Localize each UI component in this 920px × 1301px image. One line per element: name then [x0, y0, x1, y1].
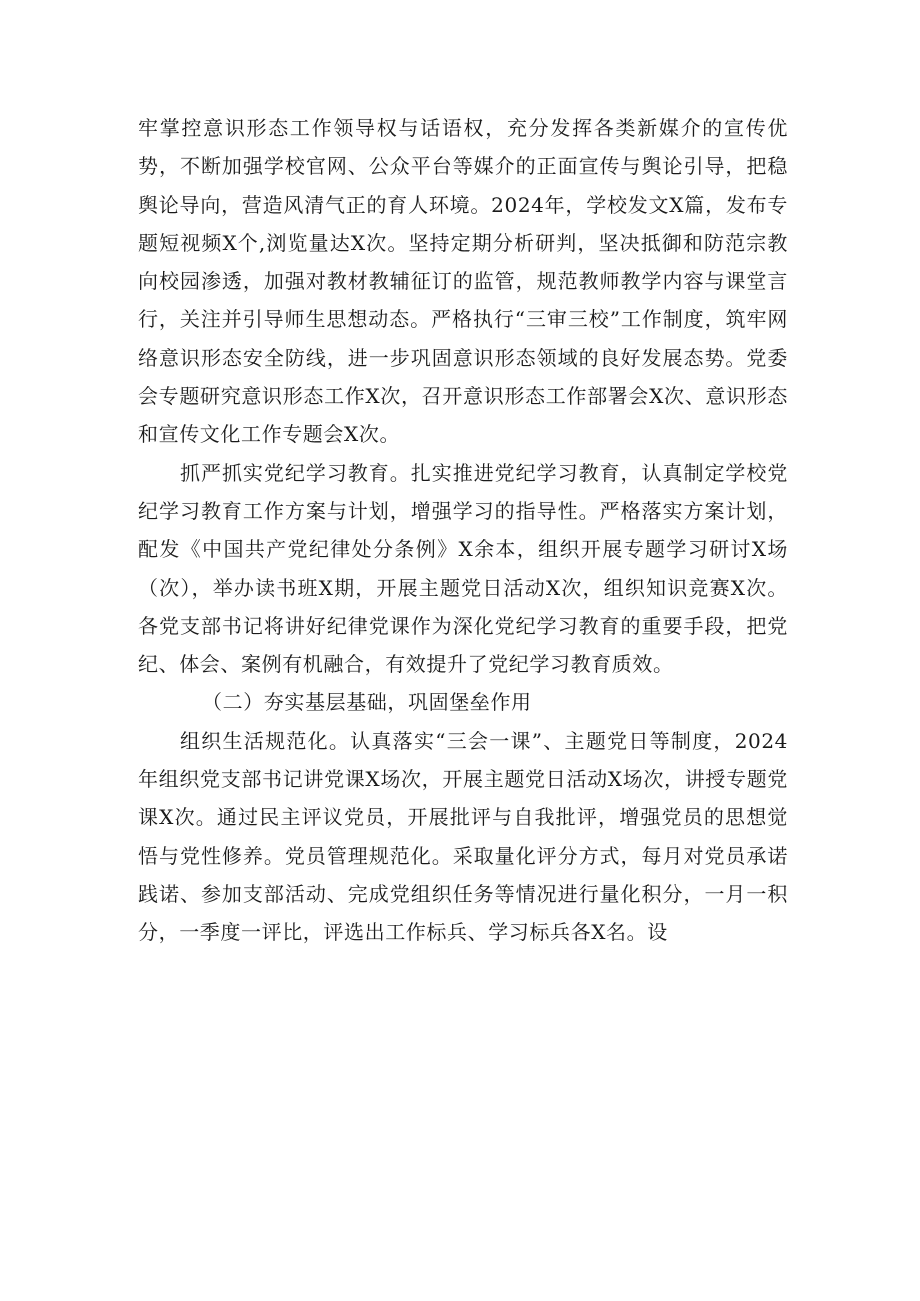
document-page	[138, 109, 788, 952]
paragraph-organization-life: 组织生活规范化。认真落实“三会一课”、主题党日等制度，2024年组织党支部书记讲党课X场次，开展主题党日活动X场次，讲授专题党课X次。通过民主评议党员，开展批评与自我批评，增强党员的思想觉悟与党性修养。党员管理规范化。采取量化评分方式，每月对党员承诺践诺、参加支部活动、完成党组织任务等情况进行量化积分，一月一积分，一季度一评比，评选出工作标兵、学习标兵各X名。设	[138, 728, 788, 945]
paragraph-party-discipline-education: 抓严抓实党纪学习教育。扎实推进党纪学习教育，认真制定学校党纪学习教育工作方案与计划，增强学习的指导性。严格落实方案计划，配发《中国共产党纪律处分条例》X余本，组织开展专题学习研讨X场（次），举办读书班X期，开展主题党日活动X次，组织知识竞赛X次。各党支部书记将讲好纪律党课作为深化党纪学习教育的重要手段，把党纪、体会、案例有机融合，有效提升了党纪学习教育质效。	[138, 460, 788, 677]
paragraph-ideology-work: 牢掌控意识形态工作领导权与话语权，充分发挥各类新媒介的宣传优势，不断加强学校官网、公众平台等媒介的正面宣传与舆论引导，把稳舆论导向，营造风清气正的育人环境。2024年，学校发文X篇，发布专题短视频X个,浏览量达X次。坚持定期分析研判，坚决抵御和防范宗教向校园渗透，加强对教材教辅征订的监管，规范教师教学内容与课堂言行，关注并引导师生思想动态。严格执行“三审三校”工作制度，筑牢网络意识形态安全防线，进一步巩固意识形态领域的良好发展态势。党委会专题研究意识形态工作X次，召开意识形态工作部署会X次、意识形态和宣传文化工作专题会X次。	[138, 116, 788, 447]
section-heading-grassroots: （二）夯实基层基础，巩固堡垒作用	[202, 690, 532, 715]
